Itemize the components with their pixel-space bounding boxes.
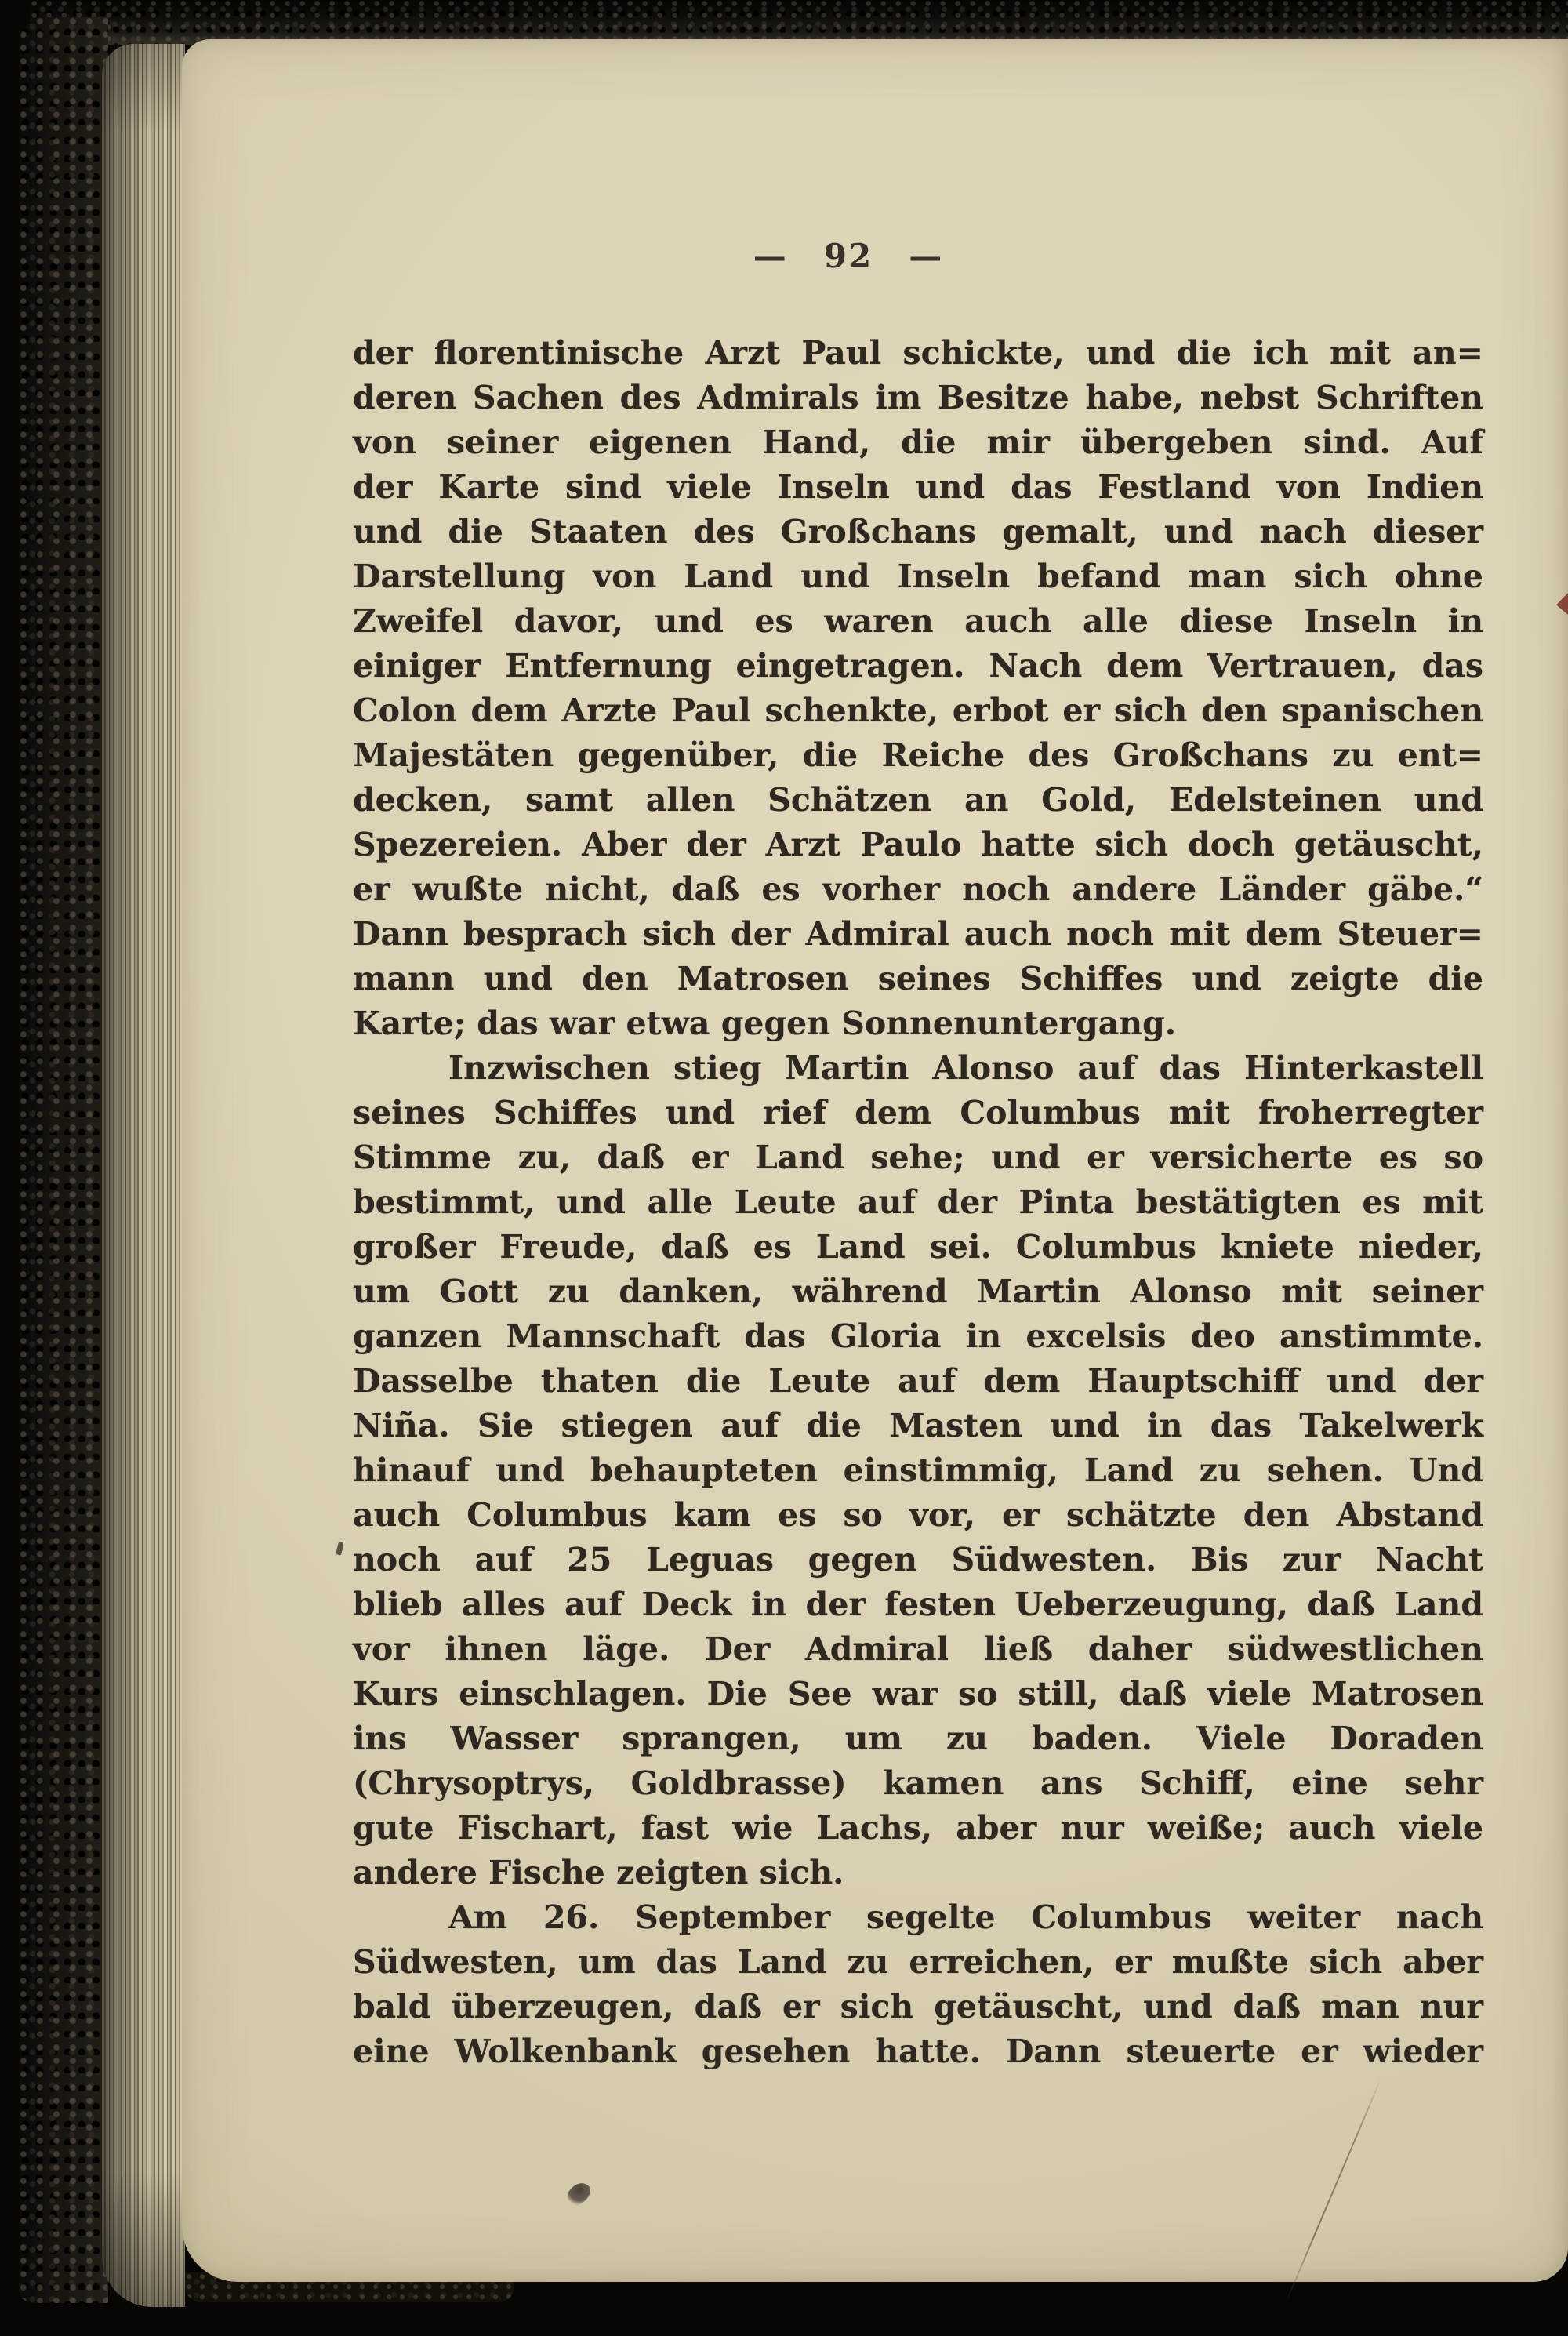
text-line: Stimme zu, daß er Land sehe; und er versicherte es so (353, 1139, 1483, 1176)
text-line: Zweifel davor, und es waren auch alle diese Inseln in (353, 602, 1483, 640)
text-line: Dann besprach sich der Admiral auch noch mit dem Steuer= (353, 915, 1483, 953)
text-line: Majestäten gegenüber, die Reiche des Großchans zu ent= (353, 736, 1483, 774)
page-edge-stack (102, 44, 185, 2307)
text-line: er wußte nicht, daß es vorher noch andere Länder gäbe.“ (353, 870, 1483, 908)
text-line: und die Staaten des Großchans gemalt, und nach dieser (353, 513, 1483, 550)
text-line: bald überzeugen, daß er sich getäuscht, und daß man nur (353, 1988, 1483, 2025)
text-line: decken, samt allen Schätzen an Gold, Edelsteinen und (353, 781, 1483, 819)
text-line: hinauf und behaupteten einstimmig, Land zu sehen. Und (353, 1451, 1483, 1489)
header-dash-left: — (753, 237, 788, 275)
margin-mark (336, 1541, 344, 1555)
text-line: vor ihnen läge. Der Admiral ließ daher südwestlichen (353, 1630, 1483, 1668)
text-line: (Chrysoptrys, Goldbrasse) kamen ans Schiff, eine sehr (353, 1764, 1483, 1802)
text-line: seines Schiffes und rief dem Columbus mit froherregter (353, 1094, 1483, 1132)
page-scratch (1286, 2078, 1382, 2302)
text-line: einiger Entfernung eingetragen. Nach dem Vertrauen, das (353, 647, 1483, 685)
page-number-header (182, 237, 1515, 275)
text-line: auch Columbus kam es so vor, er schätzte den Abstand (353, 1496, 1483, 1534)
text-line: deren Sachen des Admirals im Besitze habe, nebst Schriften (353, 379, 1483, 416)
book-cover-left-edge (19, 17, 108, 2303)
text-line: Südwesten, um das Land zu erreichen, er mußte sich aber (353, 1943, 1483, 1981)
ink-smudge (564, 2178, 594, 2210)
text-line: der Karte sind viele Inseln und das Festland von Indien (353, 468, 1483, 506)
text-line: Dasselbe thaten die Leute auf dem Hauptschiff und der (353, 1362, 1483, 1400)
text-line: bestimmt, und alle Leute auf der Pinta bestätigten es mit (353, 1183, 1483, 1221)
red-edge-mark (1556, 593, 1568, 615)
text-line: Karte; das war etwa gegen Sonnenuntergang. (353, 1005, 1177, 1042)
text-line: gute Fischart, fast wie Lachs, aber nur weiße; auch viele (353, 1809, 1483, 1847)
text-line: Niña. Sie stiegen auf die Masten und in das Takelwerk (353, 1407, 1483, 1444)
text-line: noch auf 25 Leguas gegen Südwesten. Bis zur Nacht (353, 1541, 1483, 1579)
header-dash-right: — (909, 237, 944, 275)
text-line: ganzen Mannschaft das Gloria in excelsis deo anstimmte. (353, 1317, 1483, 1355)
text-line: großer Freude, daß es Land sei. Columbus kniete nieder, (353, 1228, 1483, 1266)
text-line: Am 26. September segelte Columbus weiter nach (448, 1898, 1483, 1936)
text-line: ins Wasser sprangen, um zu baden. Viele Doraden (353, 1720, 1483, 1757)
text-line: Spezereien. Aber der Arzt Paulo hatte sich doch getäuscht, (353, 826, 1483, 863)
page-text (353, 331, 1483, 2074)
text-line: Kurs einschlagen. Die See war so still, daß viele Matrosen (353, 1675, 1483, 1713)
text-line: andere Fische zeigten sich. (353, 1854, 844, 1891)
text-line: um Gott zu danken, während Martin Alonso mit seiner (353, 1273, 1483, 1310)
page-number: 92 (823, 237, 873, 275)
text-line: blieb alles auf Deck in der festen Ueberzeugung, daß Land (353, 1586, 1483, 1623)
text-line: Colon dem Arzte Paul schenkte, erbot er sich den spanischen (353, 692, 1483, 729)
book-page (182, 39, 1568, 2282)
text-line: Darstellung von Land und Inseln befand man sich ohne (353, 558, 1483, 595)
text-line: eine Wolkenbank gesehen hatte. Dann steuerte er wieder (353, 2033, 1483, 2070)
text-line: mann und den Matrosen seines Schiffes und zeigte die (353, 960, 1483, 997)
text-line: von seiner eigenen Hand, die mir übergeben sind. Auf (353, 423, 1483, 461)
text-line: der florentinische Arzt Paul schickte, und die ich mit an= (353, 334, 1483, 372)
text-line: Inzwischen stieg Martin Alonso auf das Hinterkastell (448, 1049, 1483, 1087)
